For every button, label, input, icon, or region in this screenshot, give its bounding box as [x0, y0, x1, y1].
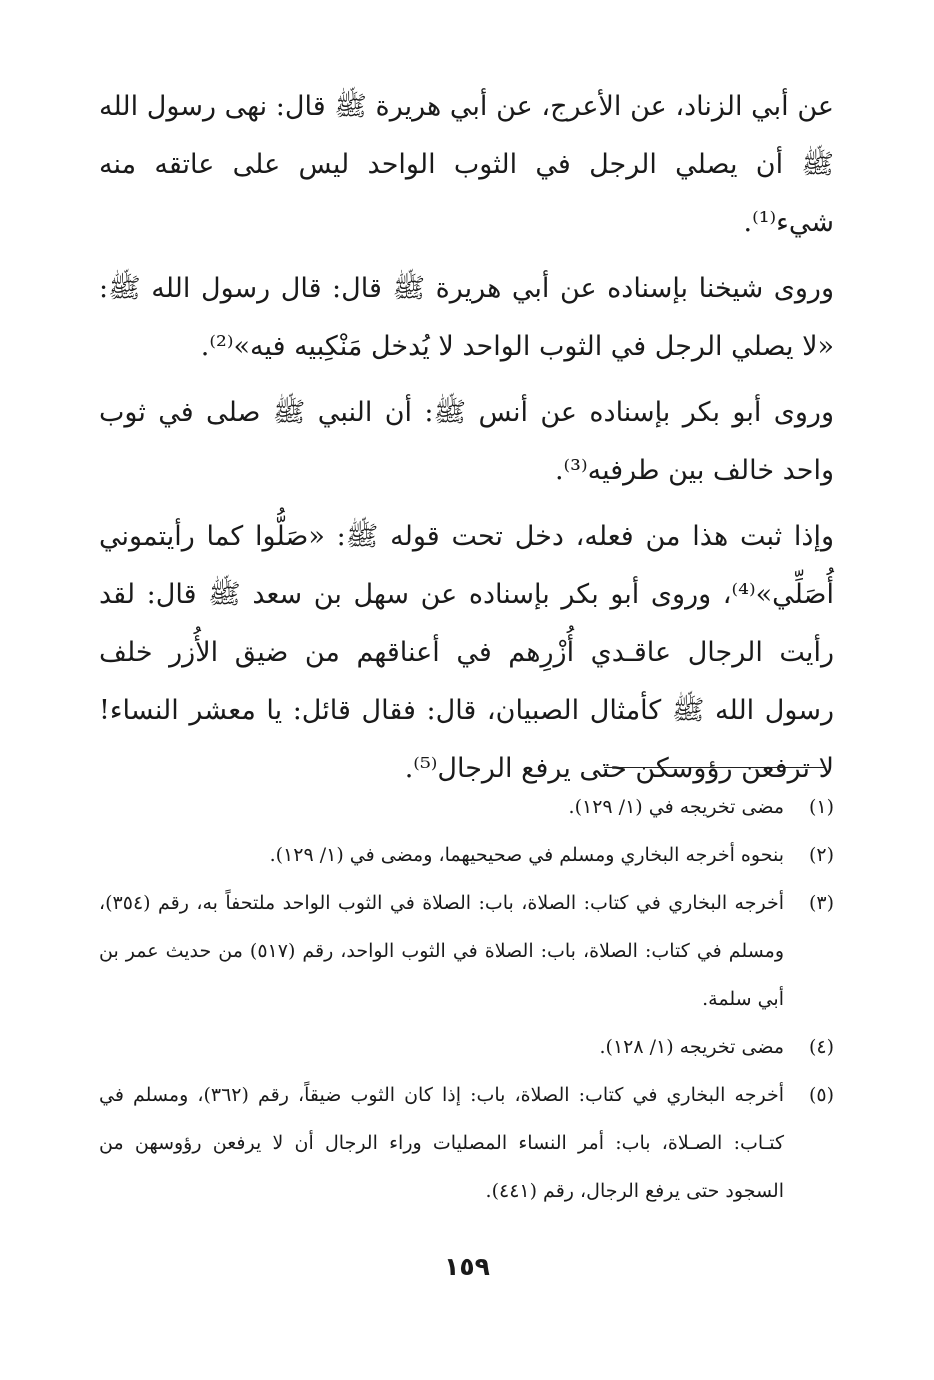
footnotes — [99, 783, 834, 1215]
footnote-number: (٤) — [808, 1036, 834, 1058]
footnote-3 — [99, 879, 834, 1023]
page-number: ١٥٩ — [444, 1252, 490, 1281]
footnote-text: بنحوه أخرجه البخاري ومسلم في صحيحيهما، ومضى في (١/ ١٢٩). — [269, 844, 784, 866]
footnote-2 — [99, 831, 834, 879]
paragraph-4: وإذا ثبت هذا من فعله، دخل تحت قوله ﷺ: «صَلُّوا كما رأيتموني أُصَلِّي»⁽⁴⁾، وروى أبو بكر بإسناده عن سهل بن سعد ﷺ قال: لقد رأيت الرجال عاقـدي أُزْرِهم في أعناقهم من ضيق الأُزر خلف رسول الله ﷺ كأمثال الصبيان، قال: فقال قائل: يا معشر النساء! لا ترفعن رؤوسكن حتى يرفع الرجال⁽⁵⁾. — [99, 521, 834, 784]
footnote-separator — [604, 767, 826, 768]
footnote-1 — [99, 783, 834, 831]
footnote-number: (٣) — [808, 892, 834, 914]
footnote-number: (١) — [808, 796, 834, 818]
footnote-text: مضى تخريجه (١/ ١٢٨). — [599, 1036, 784, 1058]
paragraph-3: وروى أبو بكر بإسناده عن أنس ﷺ: أن النبي ﷺ صلى في ثوب واحد خالف بين طرفيه⁽³⁾. — [99, 397, 834, 486]
footnote-5 — [99, 1071, 834, 1215]
footnote-number: (٢) — [808, 844, 834, 866]
paragraph-1: عن أبي الزناد، عن الأعرج، عن أبي هريرة ﷺ قال: نهى رسول الله ﷺ أن يصلي الرجل في الثوب الواحد ليس على عاتقه منه شيء⁽¹⁾. — [99, 91, 834, 238]
footnote-text: أخرجه البخاري في كتاب: الصلاة، باب: إذا كان الثوب ضيقاً، رقم (٣٦٢)، ومسلم في كتـاب: الصـلاة، باب: أمر النساء المصليات وراء الرجال أن لا يرفعن رؤوسهن من السجود حتى يرفع الرجال، رقم (٤٤١). — [99, 1084, 784, 1202]
main-text — [99, 78, 834, 806]
footnote-4 — [99, 1023, 834, 1071]
paragraph-2: وروى شيخنا بإسناده عن أبي هريرة ﷺ قال: قال رسول الله ﷺ: «لا يصلي الرجل في الثوب الواحد لا يُدخل مَنْكِبيه فيه»⁽²⁾. — [99, 273, 834, 362]
footnote-text: أخرجه البخاري في كتاب: الصلاة، باب: الصلاة في الثوب الواحد ملتحفاً به، رقم (٣٥٤)، ومسلم في كتاب: الصلاة، باب: الصلاة في الثوب الواحد، رقم (٥١٧) من حديث عمر بن أبي سلمة. — [99, 892, 785, 1010]
footnote-number: (٥) — [808, 1084, 834, 1106]
footnote-text: مضى تخريجه في (١/ ١٢٩). — [568, 796, 784, 818]
